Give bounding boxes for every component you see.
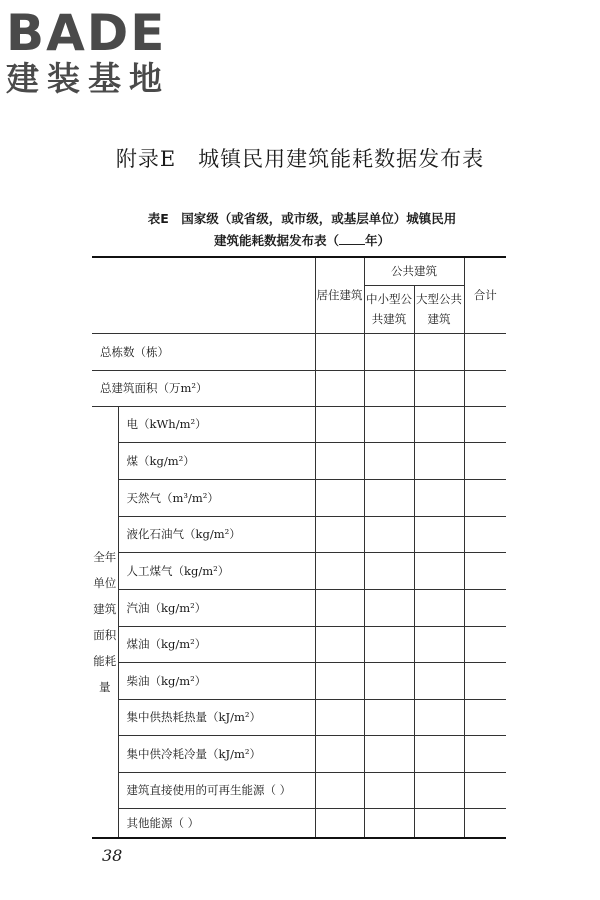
data-cell [364,479,414,516]
data-cell [315,589,364,626]
header-large-public: 大型公共建筑 [414,285,464,333]
row-label: 液化石油气（kg/m²） [118,516,315,552]
row-label: 建筑直接使用的可再生能源（ ） [118,772,315,808]
row-label: 汽油（kg/m²） [118,589,315,626]
data-cell [414,662,464,699]
year-blank [339,232,365,245]
data-cell [414,370,464,406]
data-cell [414,626,464,662]
table-row [92,516,506,552]
data-cell [464,333,506,370]
data-cell [315,333,364,370]
table-row [92,808,506,838]
table-row [92,442,506,479]
data-cell [315,442,364,479]
table-row [92,699,506,735]
data-cell [464,699,506,735]
data-cell [364,333,414,370]
row-label: 总建筑面积（万m²） [92,370,315,406]
table-row [92,370,506,406]
data-cell [364,406,414,442]
row-label: 总栋数（栋） [92,333,315,370]
table-caption-line2 [92,230,512,252]
data-cell [364,662,414,699]
data-cell [315,772,364,808]
caption-line2-after: 年） [365,233,391,248]
logo-subtitle: 建装基地 [6,59,170,98]
data-cell [414,516,464,552]
data-cell [464,552,506,589]
data-cell [364,370,414,406]
header-public: 公共建筑 [364,257,464,285]
data-cell [315,406,364,442]
data-cell [315,370,364,406]
data-cell [464,662,506,699]
data-cell [315,552,364,589]
data-cell [315,479,364,516]
data-cell [364,589,414,626]
data-cell [414,699,464,735]
table-row [92,552,506,589]
logo-brand: BADE [6,4,167,62]
table-row [92,662,506,699]
data-cell [464,406,506,442]
data-cell [315,699,364,735]
data-cell [414,442,464,479]
data-cell [464,735,506,772]
header-total: 合计 [464,257,506,333]
data-cell [464,772,506,808]
row-label: 集中供热耗热量（kJ/m²） [118,699,315,735]
data-cell [364,699,414,735]
data-cell [364,808,414,838]
table-caption-line1: 表E 国家级（或省级，或市级，或基层单位）城镇民用 [147,211,457,226]
data-cell [364,735,414,772]
data-cell [464,516,506,552]
data-cell [414,333,464,370]
header-residential: 居住建筑 [315,257,364,333]
data-cell [464,479,506,516]
data-cell [364,552,414,589]
data-cell [315,626,364,662]
data-cell [464,589,506,626]
logo [6,4,178,98]
row-label: 其他能源（ ） [118,808,315,838]
data-cell [315,516,364,552]
header-small-medium-public: 中小型公共建筑 [364,285,414,333]
data-cell [464,808,506,838]
data-cell [414,772,464,808]
data-cell [414,808,464,838]
energy-data-table [92,256,506,839]
row-label: 电（kWh/m²） [118,406,315,442]
data-cell [364,626,414,662]
row-label: 人工煤气（kg/m²） [118,552,315,589]
data-cell [315,735,364,772]
header-blank-cell [92,257,315,333]
data-cell [315,808,364,838]
row-label: 煤（kg/m²） [118,442,315,479]
row-label: 天然气（m³/m²） [118,479,315,516]
group-label: 全年单位建筑面积能耗量 [92,406,118,838]
caption-line2-before: 建筑能耗数据发布表（ [213,233,339,248]
table-row [92,589,506,626]
header-row-1 [92,257,506,285]
data-cell [364,516,414,552]
data-cell [414,406,464,442]
data-cell [464,370,506,406]
row-label: 煤油（kg/m²） [118,626,315,662]
table-row [92,479,506,516]
data-cell [414,589,464,626]
page-number: 38 [102,846,123,865]
table-row [92,735,506,772]
table-row [92,626,506,662]
row-label: 柴油（kg/m²） [118,662,315,699]
data-cell [364,442,414,479]
data-cell [315,662,364,699]
appendix-title: 附录E 城镇民用建筑能耗数据发布表 [115,147,485,171]
data-cell [464,442,506,479]
table-row [92,772,506,808]
data-cell [414,735,464,772]
data-cell [414,552,464,589]
data-cell [364,772,414,808]
data-cell [464,626,506,662]
table-row [92,406,506,442]
row-label: 集中供冷耗冷量（kJ/m²） [118,735,315,772]
data-cell [414,479,464,516]
table-row [92,333,506,370]
